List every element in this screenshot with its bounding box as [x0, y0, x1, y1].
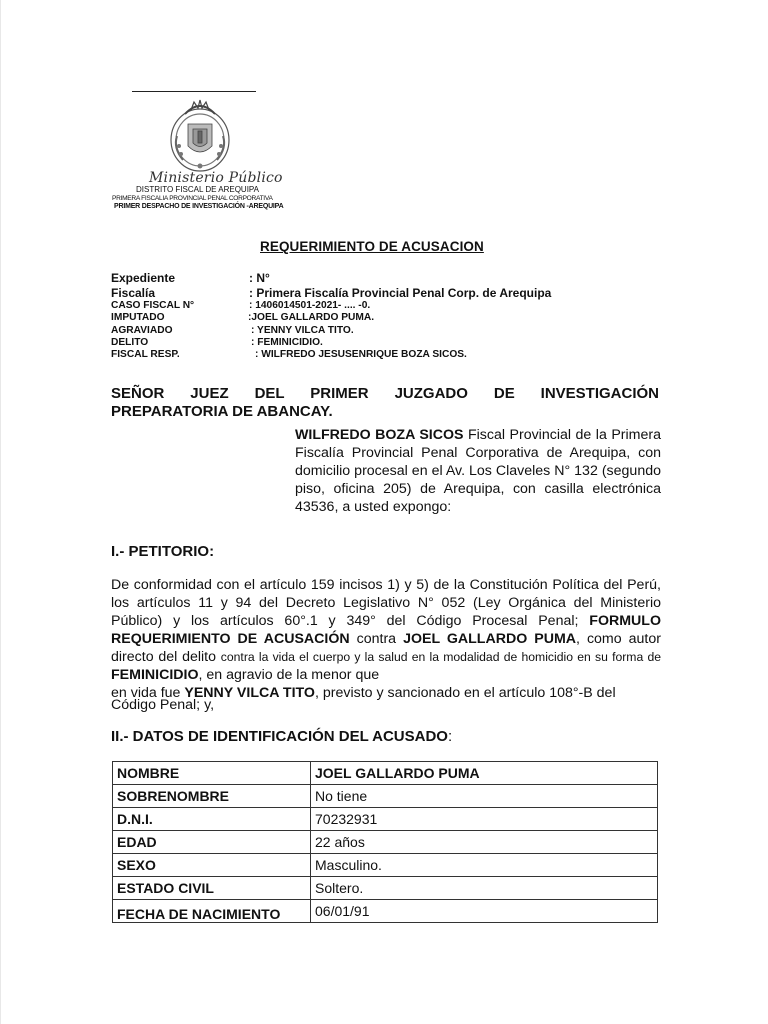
meta-key: FISCAL RESP. [111, 349, 180, 360]
table-row [113, 877, 658, 900]
intro-text: Fiscal Provincial de la Primera Fiscalía Provincial Penal Corporativa de Arequipa, con domicilio procesal en el Av. Los Claveles N° 132 (segundo piso, oficina 205) de Arequipa, con casilla electrónica 43536, a usted expongo: [295, 427, 661, 515]
table-row [113, 831, 658, 854]
meta-key: Expediente [111, 271, 176, 285]
petitorio-text-small: contra la vida el cuerpo y la salud en la modalidad de homicidio en su forma de [220, 650, 662, 664]
meta-key: AGRAVIADO [111, 325, 173, 336]
section-heading-datos [111, 728, 452, 745]
table-row [113, 808, 658, 831]
meta-key: Fiscalía [111, 286, 156, 300]
row-value: 70232931 [311, 808, 658, 831]
row-label: D.N.I. [113, 808, 311, 831]
row-value: Masculino. [311, 854, 658, 877]
accused-name: JOEL GALLARDO PUMA [403, 631, 577, 647]
intro-paragraph [295, 426, 661, 516]
meta-value: : Primera Fiscalía Provincial Penal Corp. de Arequipa [249, 286, 552, 300]
crime-name: FEMINICIDIO [111, 667, 199, 683]
petitorio-text-2: , como autor directo del delito [111, 631, 661, 665]
row-value: No tiene [311, 785, 658, 808]
row-label: ESTADO CIVIL [113, 877, 311, 900]
petitorio-text-3: , en agravio de la menor que [198, 667, 380, 683]
meta-value: :JOEL GALLARDO PUMA. [248, 312, 375, 323]
district-name: DISTRITO FISCAL DE AREQUIPA [136, 185, 259, 194]
header-rule [132, 91, 256, 92]
petitorio-tail-line-2: Código Penal; y, [111, 697, 215, 713]
meta-value: : N° [249, 271, 270, 285]
prosecutor-name: WILFREDO BOZA SICOS [295, 427, 464, 443]
addressee-line-1: SEÑOR JUEZ DEL PRIMER JUZGADO DE INVESTIGACIÓN [111, 385, 659, 402]
datos-heading-colon: : [447, 728, 453, 745]
row-label: SEXO [113, 854, 311, 877]
meta-value: : FEMINICIDIO. [251, 337, 323, 348]
tail-text-b: , previsto y sancionado en el artículo 108°-B del [314, 685, 616, 701]
dispatch-name: PRIMER DESPACHO DE INVESTIGACIÓN -AREQUIPA [114, 203, 284, 210]
petitorio-request: FORMULO REQUERIMIENTO DE ACUSACIÓN [111, 613, 661, 647]
petitorio-contra: contra [349, 631, 404, 647]
table-row [113, 900, 658, 923]
row-value: JOEL GALLARDO PUMA [311, 762, 658, 785]
section-heading-petitorio: I.- PETITORIO: [111, 543, 215, 560]
meta-key: DELITO [111, 337, 149, 348]
meta-value: : WILFREDO JESUSENRIQUE BOZA SICOS. [255, 349, 467, 360]
row-value: 06/01/91 [311, 900, 658, 923]
meta-key: CASO FISCAL N° [111, 300, 195, 311]
meta-value: : YENNY VILCA TITO. [251, 325, 354, 336]
row-value: 22 años [311, 831, 658, 854]
datos-heading-text: II.- DATOS DE IDENTIFICACIÓN DEL ACUSADO [111, 728, 448, 745]
tail-text-a: en vida fue [111, 685, 185, 701]
addressee-line-2: PREPARATORIA DE ABANCAY. [111, 403, 333, 420]
row-label: EDAD [113, 831, 311, 854]
table-row [113, 785, 658, 808]
accused-identification-table [112, 761, 658, 923]
row-label: NOMBRE [113, 762, 311, 785]
victim-name: YENNY VILCA TITO [184, 685, 315, 701]
row-label: FECHA DE NACIMIENTO [113, 900, 311, 923]
table-row [113, 762, 658, 785]
institution-name: Ministerio Público [149, 170, 283, 186]
document-title: REQUERIMIENTO DE ACUSACION [260, 239, 484, 254]
petitorio-text: De conformidad con el artículo 159 incisos 1) y 5) de la Constitución Política del Perú, los artículos 11 y 94 del Decreto Legislativo N° 052 (Ley Orgánica del Ministerio Público) y los artículos 60°.1 y 349° del Código Procesal Penal; [111, 577, 661, 629]
meta-value: : 1406014501-2021- .... -0. [249, 300, 371, 311]
ministerio-publico-seal-icon [163, 96, 237, 176]
petitorio-paragraph [111, 576, 661, 684]
office-name: PRIMERA FISCALIA PROVINCIAL PENAL CORPORATIVA [112, 195, 273, 202]
row-label: SOBRENOMBRE [113, 785, 311, 808]
meta-key: IMPUTADO [111, 312, 165, 323]
row-value: Soltero. [311, 877, 658, 900]
table-row [113, 854, 658, 877]
